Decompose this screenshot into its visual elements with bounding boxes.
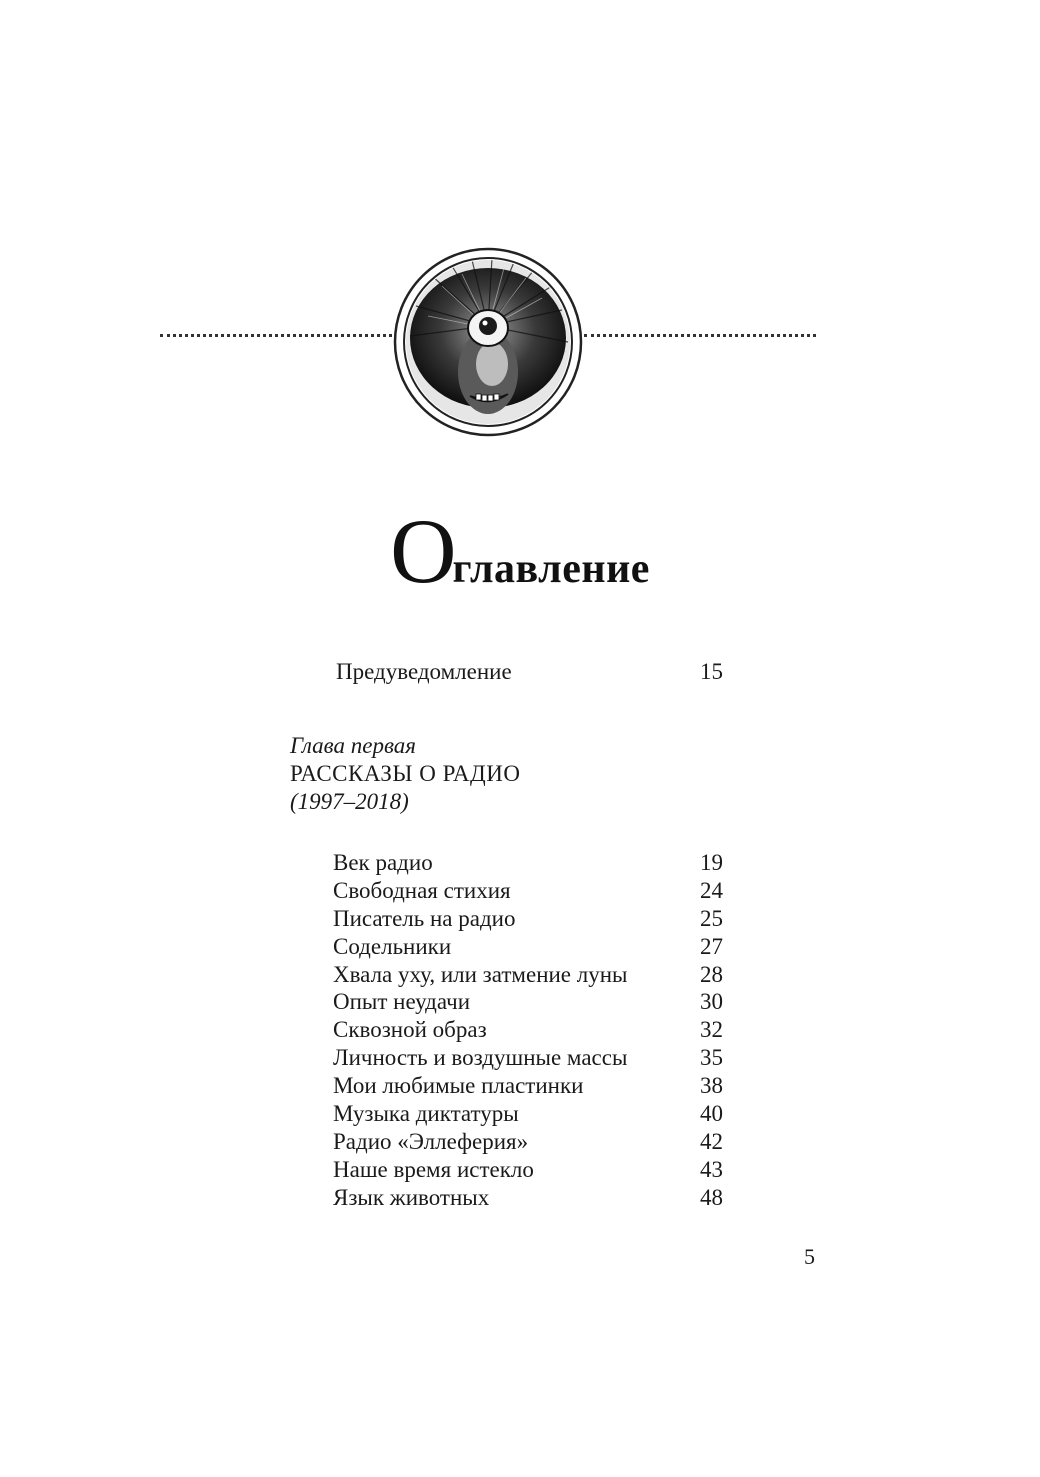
toc-entry-label: Хвала уху, или затмение луны <box>333 961 628 987</box>
title-rest: главление <box>452 546 650 592</box>
toc-entry-label: Содельники <box>333 933 452 959</box>
toc-entry[interactable] <box>333 1072 733 1100</box>
toc-entry[interactable] <box>333 1156 733 1184</box>
dotted-rule-right <box>584 334 816 337</box>
toc-list <box>333 849 733 1212</box>
toc-entry-label: Личность и воздушные массы <box>333 1045 628 1071</box>
toc-entry-page: 30 <box>700 989 723 1015</box>
toc-entry-label: Писатель на радио <box>333 905 516 931</box>
toc-entry[interactable] <box>333 988 733 1016</box>
toc-entry-label: Язык животных <box>333 1184 490 1210</box>
toc-entry-label: Сквозной образ <box>333 1017 487 1043</box>
toc-entry-page: 42 <box>700 1128 723 1154</box>
toc-entry[interactable] <box>333 1128 733 1156</box>
toc-entry-page: 35 <box>700 1045 723 1071</box>
toc-entry[interactable] <box>333 1044 733 1072</box>
dotted-rule-left <box>160 334 392 337</box>
toc-entry-label: Радио «Эллеферия» <box>333 1128 529 1154</box>
chapter-title: РАССКАЗЫ О РАДИО <box>290 761 521 786</box>
toc-entry-label: Свободная стихия <box>333 877 511 903</box>
toc-entry-page: 15 <box>700 659 723 684</box>
toc-entry[interactable] <box>333 1100 733 1128</box>
toc-entry-page: 24 <box>700 877 723 903</box>
toc-entry[interactable] <box>333 1016 733 1044</box>
toc-entry[interactable] <box>333 905 733 933</box>
toc-entry-label: Мои любимые пластинки <box>333 1073 584 1099</box>
toc-entry[interactable] <box>333 1184 733 1212</box>
toc-entry-label: Век радио <box>333 850 433 875</box>
title-initial: О <box>390 500 457 602</box>
toc-entry-page: 19 <box>700 850 723 875</box>
toc-entry-page: 40 <box>700 1101 723 1127</box>
page-number: 5 <box>804 1244 815 1269</box>
toc-entry[interactable] <box>333 849 733 877</box>
toc-entry[interactable] <box>333 961 733 989</box>
toc-entry-preface[interactable] <box>336 658 736 686</box>
cyclops-medallion-icon <box>392 246 584 438</box>
toc-entry-page: 48 <box>700 1184 723 1210</box>
toc-entry-page: 43 <box>700 1156 723 1182</box>
toc-entry[interactable] <box>333 933 733 961</box>
toc-entry-label: Предуведомление <box>336 659 512 684</box>
toc-entry-label: Наше время истекло <box>333 1156 534 1182</box>
toc-entry-page: 32 <box>700 1017 723 1043</box>
toc-entry-page: 28 <box>700 961 723 987</box>
toc-entry-label: Музыка диктатуры <box>333 1101 519 1127</box>
toc-entry-label: Опыт неудачи <box>333 989 471 1015</box>
toc-entry[interactable] <box>333 877 733 905</box>
toc-entry-page: 38 <box>700 1073 723 1099</box>
toc-entry-page: 27 <box>700 933 723 959</box>
page-title <box>0 500 1040 602</box>
chapter-years: (1997–2018) <box>290 789 409 814</box>
chapter-number: Глава первая <box>290 733 416 758</box>
toc-entry-page: 25 <box>700 905 723 931</box>
